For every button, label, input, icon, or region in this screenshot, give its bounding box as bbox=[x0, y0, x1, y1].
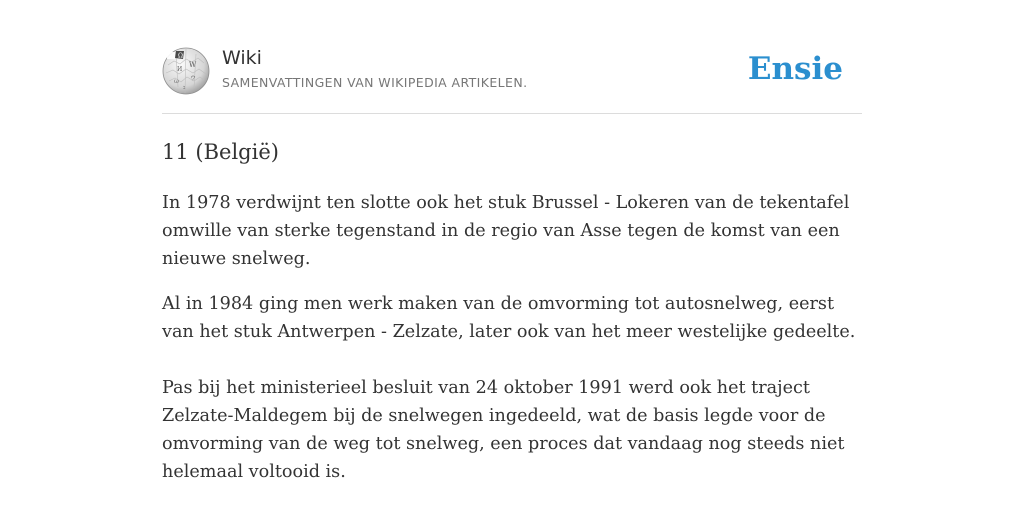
svg-text:ω: ω bbox=[174, 78, 179, 85]
site-name[interactable]: Wiki bbox=[222, 47, 262, 69]
wikipedia-globe-icon[interactable] bbox=[162, 47, 210, 95]
site-tagline: SAMENVATTINGEN VAN WIKIPEDIA ARTIKELEN. bbox=[222, 75, 528, 90]
article-paragraph-text: Al in 1984 ging men werk maken van de omvorming tot autosnelweg, eerst van het stuk Antwerpen - Zelzate, later ook van het meer westelijke gedeelte. bbox=[162, 294, 856, 342]
paragraph-break bbox=[162, 346, 862, 374]
svg-text:И: И bbox=[177, 66, 183, 73]
article-paragraph bbox=[162, 290, 862, 486]
site-header bbox=[162, 44, 862, 114]
article-paragraph: In 1978 verdwijnt ten slotte ook het stuk Brussel - Lokeren van de tekentafel omwille van sterke tegenstand in de regio van Asse tegen de komst van een nieuwe snelweg. bbox=[162, 193, 850, 269]
svg-text:ב: ב bbox=[183, 85, 186, 91]
article-content bbox=[162, 137, 862, 503]
ensie-brand-logo[interactable]: Ensie bbox=[747, 51, 843, 87]
article-paragraph-text: Pas bij het ministerieel besluit van 24 oktober 1991 werd ook het traject Zelzate-Maldegem bij de snelwegen ingedeeld, wat de basis legde voor de omvorming van de weg tot snelweg, een proces dat vandaag nog steeds niet helemaal voltooid is. bbox=[162, 378, 845, 482]
article-title: 11 (België) bbox=[162, 140, 279, 164]
svg-text:W: W bbox=[189, 61, 197, 69]
svg-text:ウ: ウ bbox=[190, 75, 197, 82]
svg-text:Ω: Ω bbox=[178, 52, 183, 60]
